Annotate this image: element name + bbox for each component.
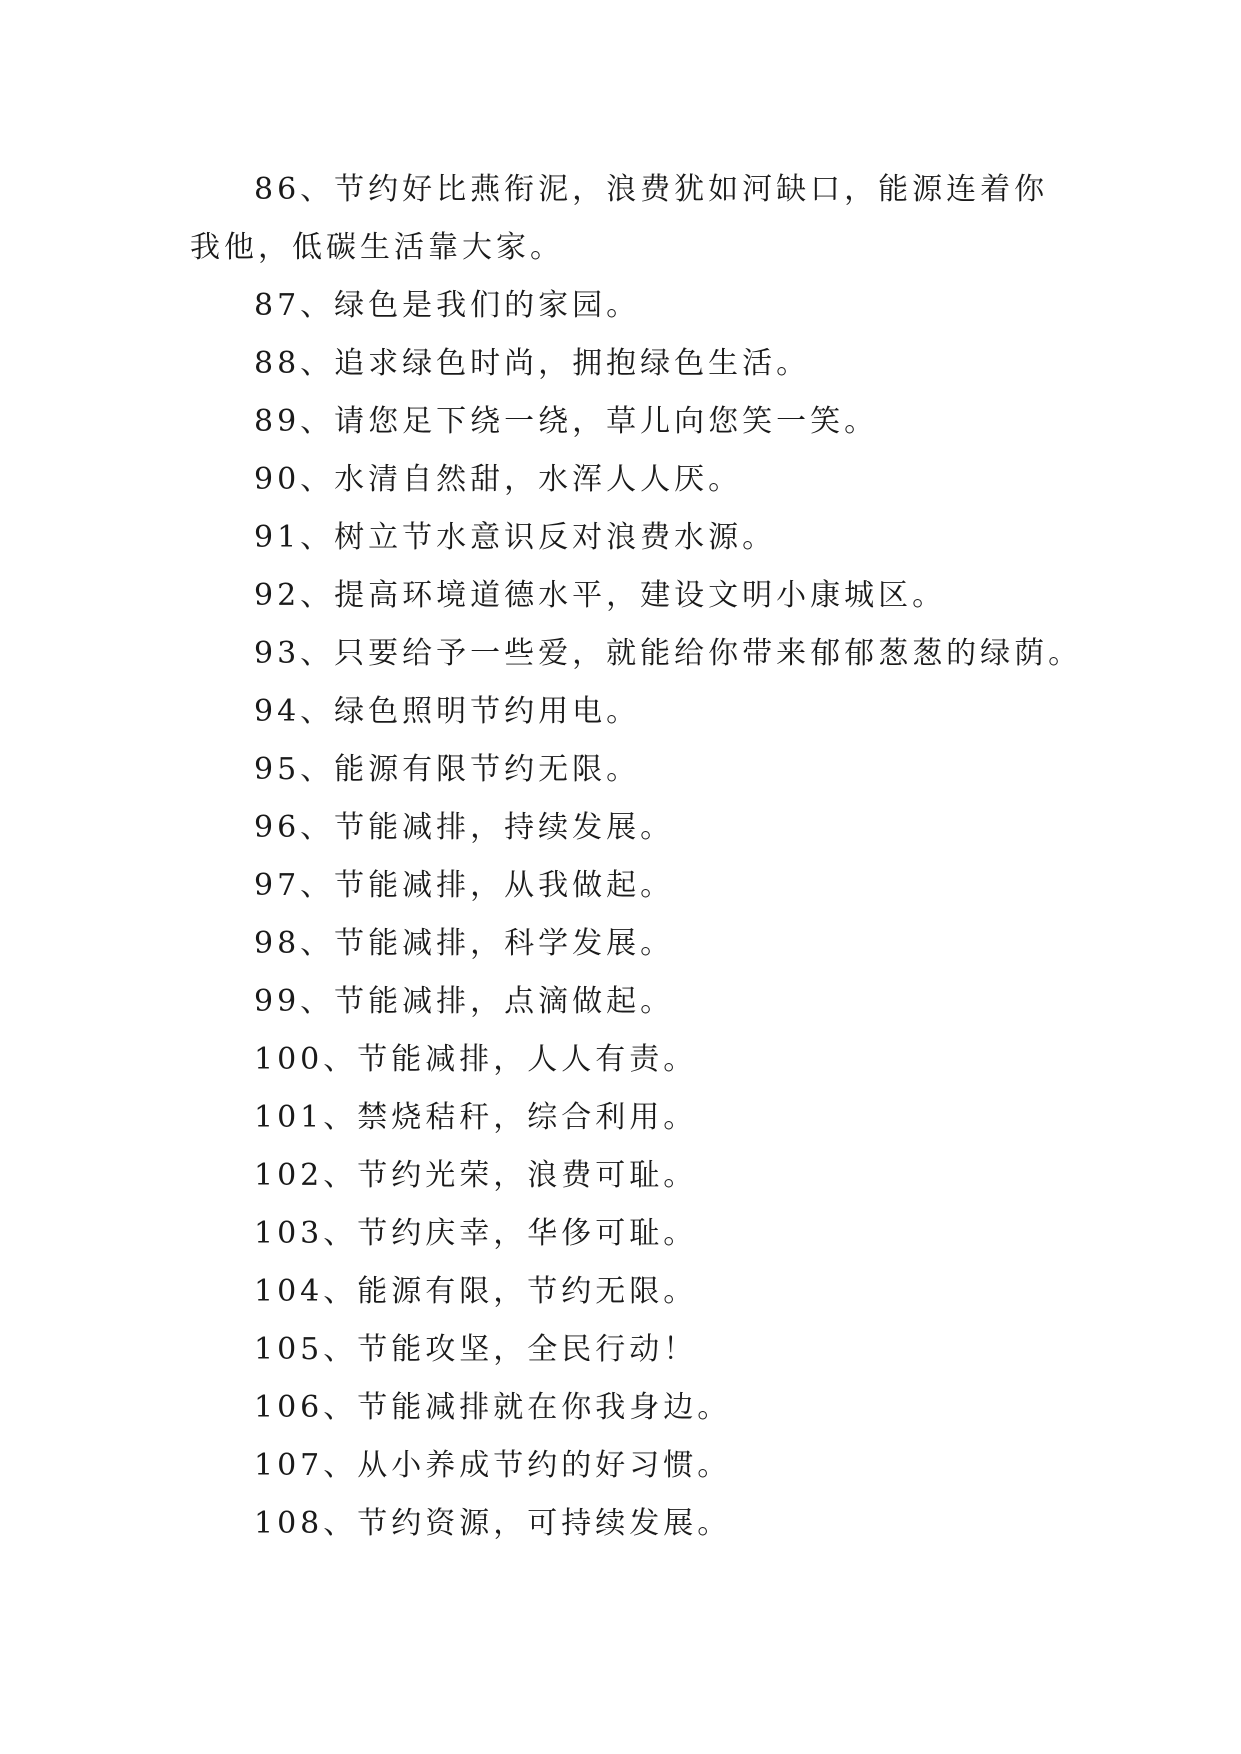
paragraph-97: 97、节能减排，从我做起。 (254, 868, 675, 903)
paragraph-86: 86、节约好比燕衔泥，浪费犹如河缺口，能源连着你我他，低碳生活靠大家。 (190, 172, 1049, 265)
paragraph-107: 107、从小养成节约的好习惯。 (254, 1448, 732, 1483)
paragraph-108: 108、节约资源，可持续发展。 (254, 1506, 732, 1541)
paragraph-92: 92、提高环境道德水平，建设文明小康城区。 (254, 578, 947, 613)
paragraph-98: 98、节能减排，科学发展。 (254, 926, 675, 961)
paragraph-103: 103、节约庆幸，华侈可耻。 (254, 1216, 698, 1251)
paragraph-102: 102、节约光荣，浪费可耻。 (254, 1158, 698, 1193)
paragraph-104: 104、能源有限，节约无限。 (254, 1274, 698, 1309)
paragraph-91: 91、树立节水意识反对浪费水源。 (254, 520, 777, 555)
paragraph-95: 95、能源有限节约无限。 (254, 752, 641, 787)
paragraph-93: 93、只要给予一些爱，就能给你带来郁郁葱葱的绿荫。 (254, 636, 1083, 671)
paragraph-94: 94、绿色照明节约用电。 (254, 694, 641, 729)
paragraph-90: 90、水清自然甜，水浑人人厌。 (254, 462, 743, 497)
paragraph-106: 106、节能减排就在你我身边。 (254, 1390, 732, 1425)
paragraph-101: 101、禁烧秸秆，综合利用。 (254, 1100, 698, 1135)
paragraph-100: 100、节能减排，人人有责。 (254, 1042, 698, 1077)
paragraph-105: 105、节能攻坚，全民行动！ (254, 1332, 698, 1367)
paragraph-99: 99、节能减排，点滴做起。 (254, 984, 675, 1019)
paragraph-88: 88、追求绿色时尚，拥抱绿色生活。 (254, 346, 811, 381)
paragraph-87: 87、绿色是我们的家园。 (254, 288, 641, 323)
paragraph-96: 96、节能减排，持续发展。 (254, 810, 675, 845)
document-body (190, 161, 1083, 1553)
paragraph-89: 89、请您足下绕一绕，草儿向您笑一笑。 (254, 404, 879, 439)
